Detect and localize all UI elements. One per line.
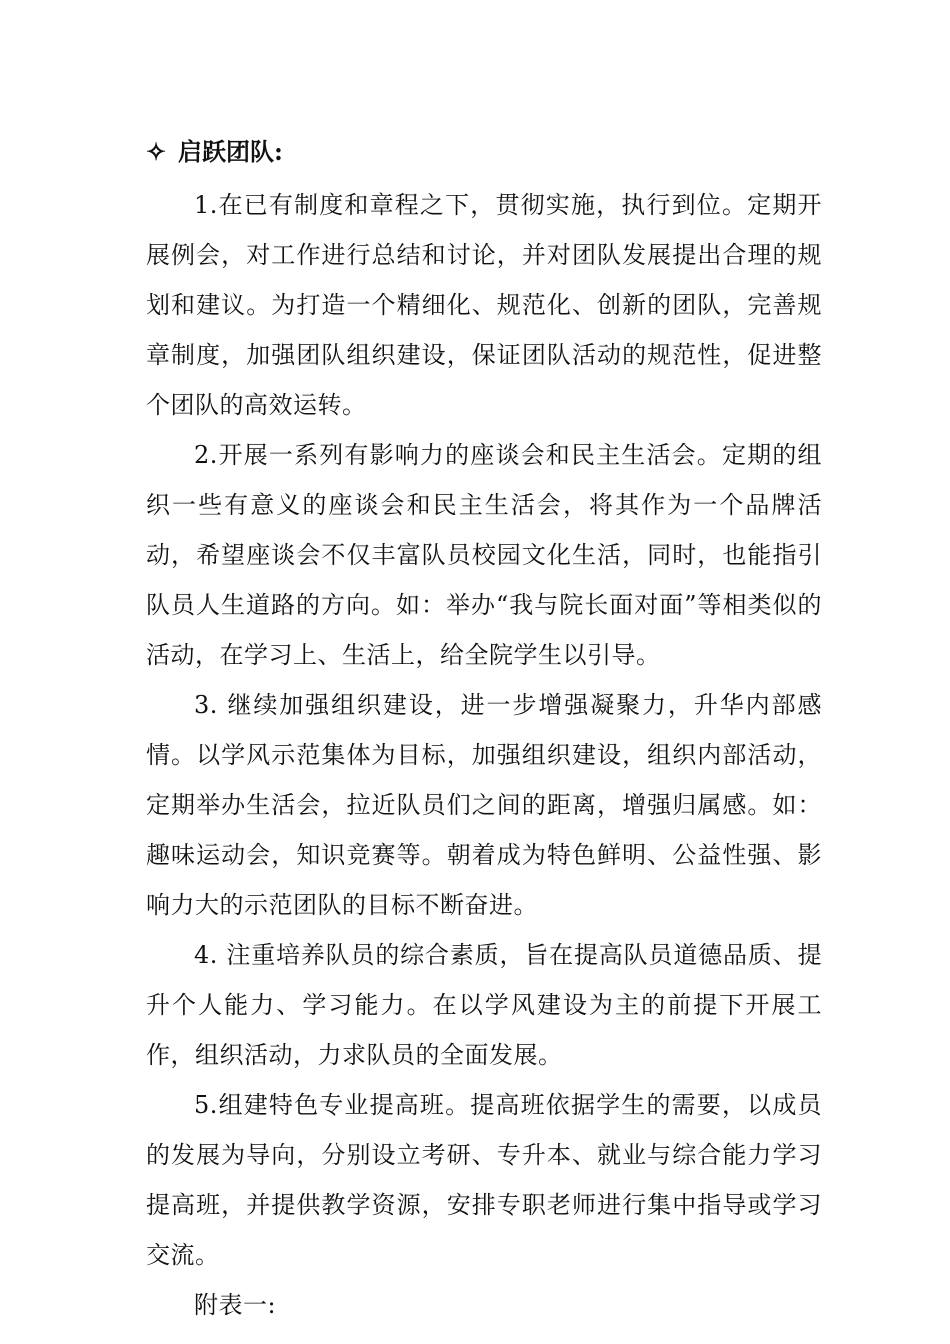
paragraph-1: 1.在已有制度和章程之下，贯彻实施，执行到位。定期开展例会，对工作进行总结和讨论，并对团队发展提出合理的规划和建议。为打造一个精细化、规范化、创新的团队，完善规章制度，加强团队组织建设，保证团队活动的规范性，促进整个团队的高效运转。 — [146, 191, 822, 419]
paragraph-5: 5.组建特色专业提高班。提高班依据学生的需要，以成员的发展为导向，分别设立考研、专升本、就业与综合能力学习提高班，并提供教学资源，安排专职老师进行集中指导或学习交流。 — [146, 1091, 822, 1269]
appendix-label: 附表一: — [194, 1291, 277, 1319]
section-heading — [146, 132, 283, 172]
document-body — [146, 180, 822, 1330]
paragraph-4: 4. 注重培养队员的综合素质，旨在提高队员道德品质、提升个人能力、学习能力。在以学风建设为主的前提下开展工作，组织活动，力求队员的全面发展。 — [146, 941, 822, 1069]
paragraph-3: 3. 继续加强组织建设，进一步增强凝聚力，升华内部感情。以学风示范集体为目标，加强组织建设，组织内部活动，定期举办生活会，拉近队员们之间的距离，增强归属感。如：趣味运动会，知识竞赛等。朝着成为特色鲜明、公益性强、影响力大的示范团队的目标不断奋进。 — [146, 691, 822, 919]
section-title: 启跃团队: — [178, 137, 283, 166]
diamond-bullet-icon: ✧ — [146, 137, 167, 166]
paragraph-2: 2.开展一系列有影响力的座谈会和民主生活会。定期的组织一些有意义的座谈会和民主生活会，将其作为一个品牌活动，希望座谈会不仅丰富队员校园文化生活，同时，也能指引队员人生道路的方向。如：举办“我与院长面对面”等相类似的活动，在学习上、生活上，给全院学生以引导。 — [146, 441, 822, 669]
